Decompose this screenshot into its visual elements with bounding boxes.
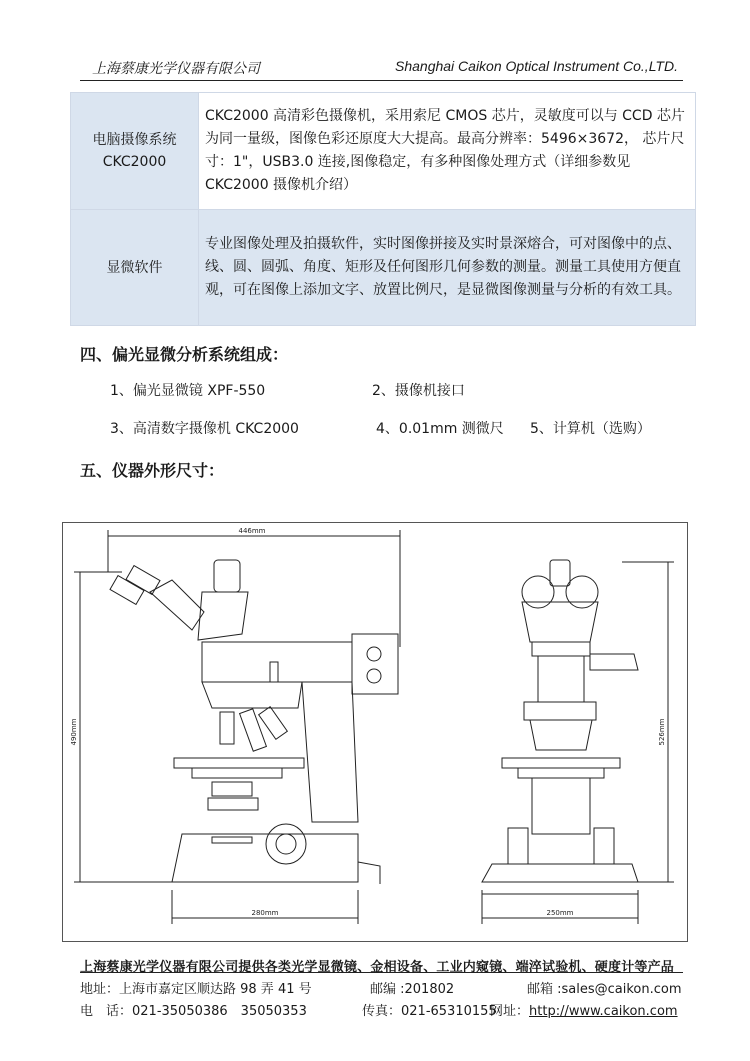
system-item-5: 5、计算机（选购） [530, 421, 651, 437]
system-item-3: 3、高清数字摄像机 CKC2000 [110, 421, 299, 437]
footer-phone: 电 话：021-35050386 35050353 [80, 1004, 307, 1019]
spec-table [70, 92, 696, 326]
footer-postcode: 邮编 :201802 [370, 982, 455, 997]
system-item-4: 4、0.01mm 测微尺 [376, 421, 504, 437]
footer-email: 邮箱 :sales@caikon.com [527, 982, 682, 997]
footer-web [490, 1000, 678, 1019]
header-divider [80, 80, 683, 81]
dimension-drawing [62, 522, 688, 942]
dim-height-left-label: 490mm [70, 718, 78, 746]
spec-value-software: 专业图像处理及拍摄软件，实时图像拼接及实时景深熔合，可对图像中的点、线、圆、圆弧、角度、矩形及任何图形几何参数的测量。测量工具使用方便直观，可在图像上添加文字、放置比例尺，是显微图像测量与分析的有效工具。 [199, 210, 696, 326]
footer-address: 地址：上海市嘉定区顺达路 98 弄 41 号 [80, 982, 312, 997]
dim-base-right-label: 250mm [546, 909, 574, 917]
spec-value-camera: CKC2000 高清彩色摄像机，采用索尼 CMOS 芯片，灵敏度可以与 CCD 芯片为同一量级，图像色彩还原度大大提高。最高分辨率：5496×3672， 芯片尺寸：1"，USB3.0 连接,图像稳定，有多种图像处理方式（详细参数见 CKC2000 摄像机介绍） [199, 93, 696, 210]
header-company-cn: 上海蔡康光学仪器有限公司 [92, 61, 260, 77]
system-item-2: 2、摄像机接口 [372, 383, 465, 399]
footer-slogan: 上海蔡康光学仪器有限公司提供各类光学显微镜、金相设备、工业内窥镜、端淬试验机、硬度计等产品 [80, 960, 675, 975]
spec-row-camera [71, 93, 696, 210]
spec-row-software [71, 210, 696, 326]
side-view-microscope [74, 530, 400, 924]
spec-key-software-line1: 显微软件 [106, 259, 163, 276]
dim-base-left-label: 280mm [251, 909, 279, 917]
section4-title: 四、偏光显微分析系统组成： [80, 345, 289, 364]
front-view-microscope [482, 560, 674, 924]
spec-key-camera [71, 93, 199, 210]
dim-width-top-label: 446mm [238, 527, 266, 535]
header-company-en: Shanghai Caikon Optical Instrument Co.,LTD. [395, 58, 678, 74]
footer-web-link[interactable]: http://www.caikon.com [529, 1004, 678, 1019]
footer-divider [80, 972, 683, 973]
spec-key-camera-line1: 电脑摄像系统 [92, 132, 177, 148]
spec-key-camera-line2: CKC2000 [102, 154, 167, 170]
footer-fax: 传真：021-65310155 [362, 1004, 497, 1019]
footer-web-label: 网址： [490, 1004, 530, 1019]
spec-key-software [71, 210, 199, 326]
system-item-1: 1、偏光显微镜 XPF-550 [110, 383, 266, 399]
dim-height-right-label: 526mm [658, 718, 666, 746]
section5-title: 五、仪器外形尺寸： [80, 461, 225, 480]
